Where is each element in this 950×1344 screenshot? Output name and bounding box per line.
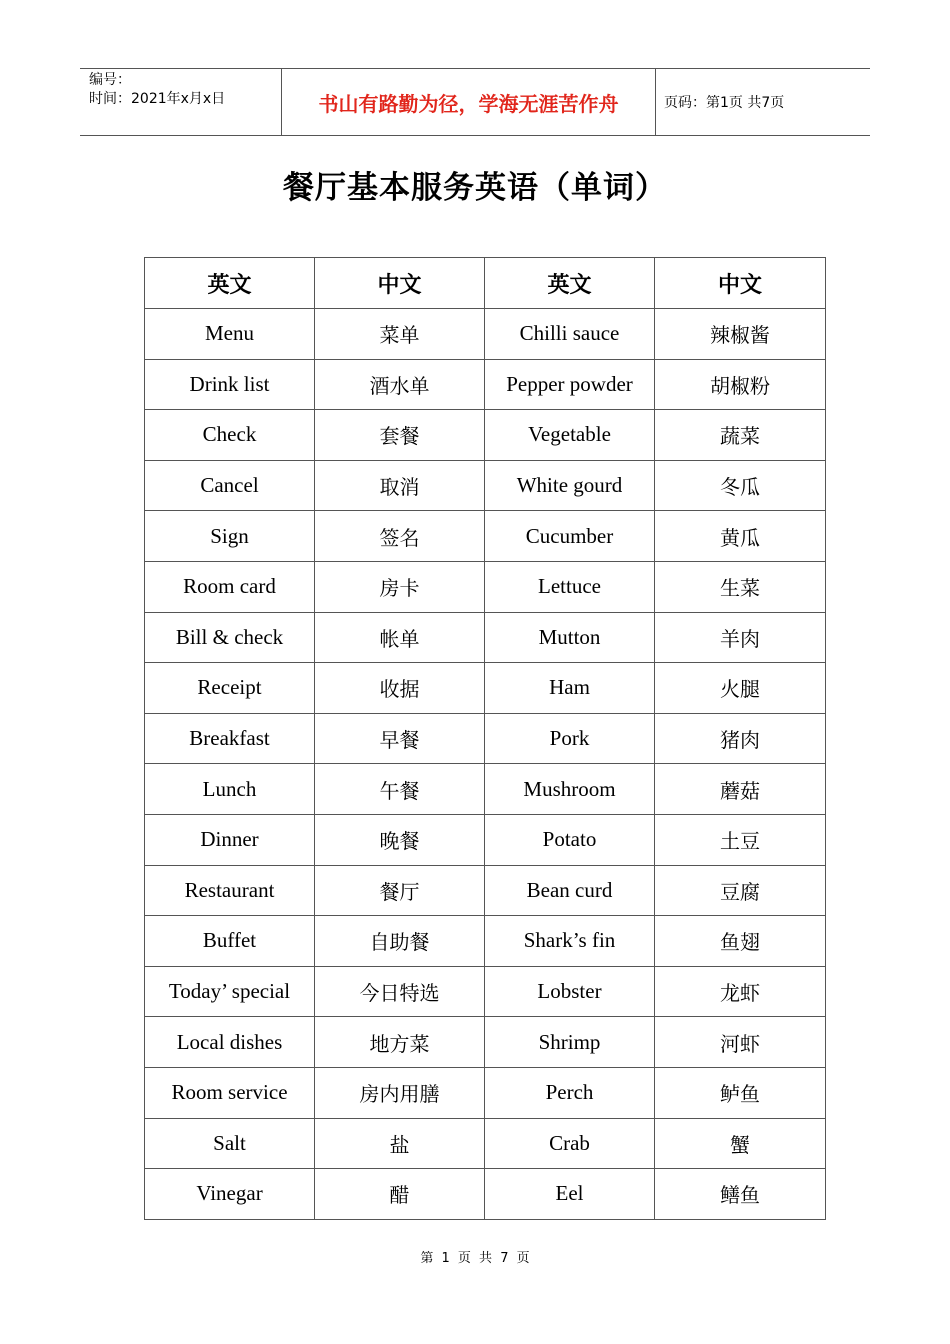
english-term-cell: Shark’s fin: [485, 916, 655, 967]
chinese-term-cell: 胡椒粉: [655, 359, 826, 410]
header-page-info: 页码：第1页 共7页: [664, 95, 785, 111]
table-row: [145, 410, 826, 461]
page-header: [80, 68, 870, 136]
chinese-term-cell: 蔬菜: [655, 410, 826, 461]
english-term-cell: Shrimp: [485, 1017, 655, 1068]
table-row: [145, 309, 826, 360]
english-term-cell: Cancel: [145, 460, 315, 511]
english-term-cell: Eel: [485, 1169, 655, 1220]
english-term-cell: Perch: [485, 1067, 655, 1118]
english-term-cell: Drink list: [145, 359, 315, 410]
table-row: [145, 1118, 826, 1169]
chinese-term-cell: 河虾: [655, 1017, 826, 1068]
chinese-term-cell: 套餐: [315, 410, 485, 461]
table-row: [145, 916, 826, 967]
chinese-term-cell: 帐单: [315, 612, 485, 663]
english-term-cell: Ham: [485, 663, 655, 714]
chinese-term-cell: 龙虾: [655, 966, 826, 1017]
english-term-cell: Pork: [485, 713, 655, 764]
number-label: 编号：: [89, 72, 131, 88]
chinese-term-cell: 地方菜: [315, 1017, 485, 1068]
chinese-term-cell: 晚餐: [315, 814, 485, 865]
english-term-cell: Lobster: [485, 966, 655, 1017]
chinese-term-cell: 收据: [315, 663, 485, 714]
english-term-cell: Salt: [145, 1118, 315, 1169]
english-term-cell: Room card: [145, 561, 315, 612]
english-term-cell: Mutton: [485, 612, 655, 663]
english-term-cell: Bean curd: [485, 865, 655, 916]
table-row: [145, 561, 826, 612]
chinese-term-cell: 今日特选: [315, 966, 485, 1017]
table-row: [145, 460, 826, 511]
chinese-term-cell: 自助餐: [315, 916, 485, 967]
chinese-term-cell: 房内用膳: [315, 1067, 485, 1118]
english-term-cell: Pepper powder: [485, 359, 655, 410]
chinese-term-cell: 鱼翅: [655, 916, 826, 967]
english-term-cell: Buffet: [145, 916, 315, 967]
english-term-cell: Lunch: [145, 764, 315, 815]
english-term-cell: White gourd: [485, 460, 655, 511]
chinese-term-cell: 餐厅: [315, 865, 485, 916]
english-term-cell: Potato: [485, 814, 655, 865]
date-label: 时间：2021年x月x日: [89, 91, 226, 107]
chinese-term-cell: 黄瓜: [655, 511, 826, 562]
english-term-cell: Receipt: [145, 663, 315, 714]
page-title: 餐厅基本服务英语（单词）: [283, 170, 667, 206]
chinese-term-cell: 房卡: [315, 561, 485, 612]
table-row: [145, 1067, 826, 1118]
chinese-term-cell: 鲈鱼: [655, 1067, 826, 1118]
english-term-cell: Menu: [145, 309, 315, 360]
english-term-cell: Sign: [145, 511, 315, 562]
table-row: [145, 966, 826, 1017]
english-term-cell: Vegetable: [485, 410, 655, 461]
chinese-term-cell: 豆腐: [655, 865, 826, 916]
english-term-cell: Bill & check: [145, 612, 315, 663]
chinese-term-cell: 鳝鱼: [655, 1169, 826, 1220]
chinese-term-cell: 辣椒酱: [655, 309, 826, 360]
english-term-cell: Today’ special: [145, 966, 315, 1017]
english-term-cell: Vinegar: [145, 1169, 315, 1220]
table-row: [145, 1017, 826, 1068]
chinese-term-cell: 猪肉: [655, 713, 826, 764]
english-term-cell: Room service: [145, 1067, 315, 1118]
chinese-term-cell: 取消: [315, 460, 485, 511]
header-motto: 书山有路勤为径，学海无涯苦作舟: [281, 69, 656, 135]
chinese-term-cell: 菜单: [315, 309, 485, 360]
english-term-cell: Mushroom: [485, 764, 655, 815]
table-row: [145, 612, 826, 663]
table-row: [145, 359, 826, 410]
column-header-chinese: 中文: [655, 258, 826, 309]
chinese-term-cell: 醋: [315, 1169, 485, 1220]
chinese-term-cell: 土豆: [655, 814, 826, 865]
column-header-english: 英文: [145, 258, 315, 309]
table-row: [145, 663, 826, 714]
table-body: [145, 309, 826, 1220]
english-term-cell: Local dishes: [145, 1017, 315, 1068]
english-term-cell: Lettuce: [485, 561, 655, 612]
table-header-row: [145, 258, 826, 309]
table-row: [145, 764, 826, 815]
chinese-term-cell: 蟹: [655, 1118, 826, 1169]
header-meta: [89, 71, 225, 109]
english-term-cell: Cucumber: [485, 511, 655, 562]
table-row: [145, 1169, 826, 1220]
chinese-term-cell: 羊肉: [655, 612, 826, 663]
english-term-cell: Dinner: [145, 814, 315, 865]
chinese-term-cell: 火腿: [655, 663, 826, 714]
chinese-term-cell: 午餐: [315, 764, 485, 815]
table-row: [145, 713, 826, 764]
english-term-cell: Chilli sauce: [485, 309, 655, 360]
table-row: [145, 814, 826, 865]
english-term-cell: Breakfast: [145, 713, 315, 764]
chinese-term-cell: 签名: [315, 511, 485, 562]
chinese-term-cell: 生菜: [655, 561, 826, 612]
table-row: [145, 511, 826, 562]
english-term-cell: Crab: [485, 1118, 655, 1169]
table-row: [145, 865, 826, 916]
english-term-cell: Restaurant: [145, 865, 315, 916]
column-header-chinese: 中文: [315, 258, 485, 309]
chinese-term-cell: 盐: [315, 1118, 485, 1169]
vocabulary-table: [144, 257, 826, 1220]
chinese-term-cell: 早餐: [315, 713, 485, 764]
page-footer: 第 1 页 共 7 页: [420, 1251, 530, 1266]
chinese-term-cell: 冬瓜: [655, 460, 826, 511]
english-term-cell: Check: [145, 410, 315, 461]
chinese-term-cell: 酒水单: [315, 359, 485, 410]
chinese-term-cell: 蘑菇: [655, 764, 826, 815]
column-header-english: 英文: [485, 258, 655, 309]
